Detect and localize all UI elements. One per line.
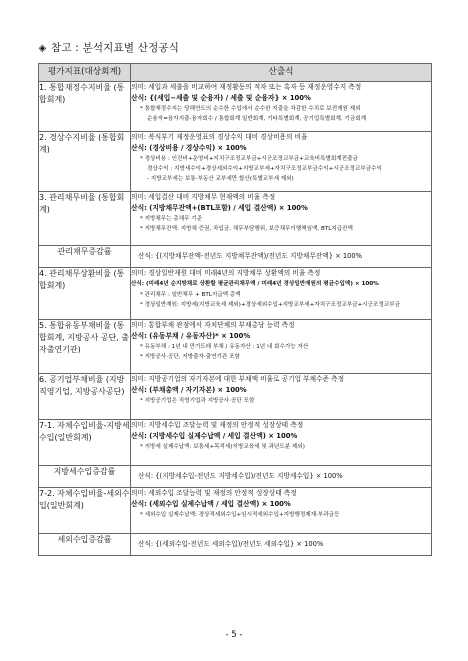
note-text: 경상수익 : 지방세수익+경상세외수익+지방교부세+자치구조정교부금수익+시군조정교부금수익 xyxy=(147,166,382,172)
table-row xyxy=(39,466,432,488)
indicator-label: 세외수입증감률 xyxy=(39,534,131,556)
indicator-label: 2. 경상수지비율 (통합회계) xyxy=(39,132,131,192)
indicator-label: 3. 관리채무비율 (통합회계) xyxy=(39,192,131,246)
formula-cell xyxy=(131,192,432,246)
table-row xyxy=(39,320,432,374)
meaning-text: 의미: 세입과 세출을 비교하여 재정활동의 적자 또는 흑자 등 재정운영수지 측정 xyxy=(131,83,362,91)
indicator-label: 7-1. 자체수입비율-지방세수입(일반회계) xyxy=(39,420,131,466)
table-row xyxy=(39,488,432,534)
indicator-label: 1. 통합재정수지비율 (통합회계) xyxy=(39,82,131,132)
note-text: * 지방채무잔액: 지방채 증권, 차입금, 채무부담행위, 보증채무이행책임액, BTL지급잔액 xyxy=(140,226,353,232)
indicator-label: 7-2. 자체수입비율-세외수입(일반회계) xyxy=(39,488,131,534)
note-text: * 통합재정수지는 당해연도의 순수한 수입에서 순수한 지출을 차감한 수치로 보전재원 제외 xyxy=(140,106,361,112)
indicator-label: 4. 관리채무상환비율 (통합회계) xyxy=(39,268,131,320)
table-row xyxy=(39,420,432,466)
table-header-row xyxy=(39,64,432,82)
table-row xyxy=(39,268,432,320)
note-text: * 지방공기업은 직영기업과 지방공사·공단 포함 xyxy=(140,398,255,404)
formula-text: 산식: (지방세수입 실제수납액 / 세입 결산액) × 100% xyxy=(131,432,298,440)
indicator-label: 5. 통합유동부채비율 (통합회계, 지방공사 공단, 출자출연기관) xyxy=(39,320,131,374)
formula-text: 산식: {(지방채무잔액-전년도 지방채무잔액)/전년도 지방채무잔액} × 100% xyxy=(138,252,362,260)
indicator-formula-table xyxy=(38,63,432,556)
formula-text: 산식: {(지방세수입-전년도 지방세수입)/전년도 지방세수입} × 100% xyxy=(138,472,343,480)
header-indicator: 평가지표(대상회계) xyxy=(39,64,131,82)
formula-cell xyxy=(131,132,432,192)
formula-cell xyxy=(131,466,432,488)
formula-cell xyxy=(131,420,432,466)
note-text: 순융자=융자지출-융자회수 / 통합회계 일반회계, 기타특별회계, 공기업특별회계, 기금회계 xyxy=(147,116,367,122)
note-text: * 지방공사·공단, 지방출자·출연기관 포함 xyxy=(140,354,240,360)
formula-text: 산식: (경상비용 / 경상수익) × 100% xyxy=(131,144,247,152)
note-text: * 유동부채 : 1년 내 만기도래 부채 / 유동자산 : 1년 내 회수가능 자산 xyxy=(140,344,309,350)
meaning-text: 의미: 세입결산 대비 지방채무 현재액의 비율 측정 xyxy=(131,193,276,201)
meaning-text: 의미: 지방공기업의 자기자본에 대한 부채액 비율로 공기업 부채수준 측정 xyxy=(131,375,345,383)
table-row xyxy=(39,82,432,132)
meaning-text: 의미: 경상일반재원 대비 미래4년의 지방채무 상환액의 비율 측정 xyxy=(131,269,321,277)
formula-cell xyxy=(131,246,432,268)
formula-cell xyxy=(131,374,432,420)
formula-cell xyxy=(131,268,432,320)
meaning-text: 의미: 복식부기 재정운영표의 경상수익 대비 경상비용의 비율 xyxy=(131,133,308,141)
note-text: - 지방교부세는 보통·부동산 교부세만 합산(특별교부세 제외) xyxy=(147,176,294,182)
meaning-text: 의미: 통합부채 관점에서 자치단체의 부채총당 능력 측정 xyxy=(131,321,295,329)
formula-cell xyxy=(131,82,432,132)
table-row xyxy=(39,132,432,192)
indicator-label: 지방세수입증감률 xyxy=(39,466,131,488)
section-heading-text: 참고 : 분석지표별 산정공식 xyxy=(51,42,180,54)
formula-text: 산식: {(세외수입-전년도 세외수입)/전년도 세외수입} × 100% xyxy=(138,540,324,548)
formula-text: 산식: (세외수입 실제수납액 / 세입 결산액) × 100% xyxy=(131,500,291,508)
note-text: * 경상비용 : 인건비+운영비+지치구조정교부금+시군조정교부금+교육비특별회계전출금 xyxy=(140,156,358,162)
table-row xyxy=(39,534,432,556)
formula-text: 산식: (미래4년 순지방채로 상환할 평균관리채무액 / 미래4년 경상일반재원의 평균수입액) × 100% xyxy=(131,281,379,287)
page-number: - 5 - xyxy=(225,630,243,640)
note-text: * 세외수입 실제수납액: 경상적세외수입+임시적세외수입+지방행정제재·부과금등 xyxy=(140,512,340,518)
table-row xyxy=(39,374,432,420)
formula-text: 산식: (유동부채 / 유동자산)* × 100% xyxy=(131,332,251,340)
note-text: * 경상일반재원: 지방세(지방교육세 제외)+경상세외수입+지방교부세+자치구조정교부금+시군조정교부금 xyxy=(140,302,401,308)
table-row xyxy=(39,192,432,246)
table-row xyxy=(39,246,432,268)
formula-text: 산식: (부채총액 / 자기자본) × 100% xyxy=(131,386,247,394)
formula-text: 산식: (지방채무잔액+(BTL포함) / 세입 결산액) × 100% xyxy=(131,204,308,212)
meaning-text: 의미: 지방세수입 조달능력 및 재정의 안정적 성장상태 측정 xyxy=(131,421,304,429)
formula-cell xyxy=(131,534,432,556)
note-text: * 지방채무는 총채무 기준 xyxy=(140,216,203,222)
indicator-label: 관리채무증감률 xyxy=(39,246,131,268)
note-text: * 지방세 실제수납액: 보통세+목적세(지방교육세 및 과년도분 제외) xyxy=(140,444,305,450)
formula-cell xyxy=(131,320,432,374)
note-text: * 관리채무 : 일반채무 + BTL지급액 총액 xyxy=(140,292,241,298)
formula-cell xyxy=(131,488,432,534)
header-formula: 산출식 xyxy=(131,64,432,82)
section-heading xyxy=(38,40,179,55)
indicator-label: 6. 공기업부채비율 (지방직영기업, 지방공사공단) xyxy=(39,374,131,420)
diamond-bullet-icon: ◈ xyxy=(38,43,47,54)
formula-text: 산식: {(세입−세출 및 순융자) / 세출 및 순융자} × 100% xyxy=(131,94,311,102)
meaning-text: 의미: 세외수입 조달능력 및 재정의 안정적 성장상태 측정 xyxy=(131,489,297,497)
